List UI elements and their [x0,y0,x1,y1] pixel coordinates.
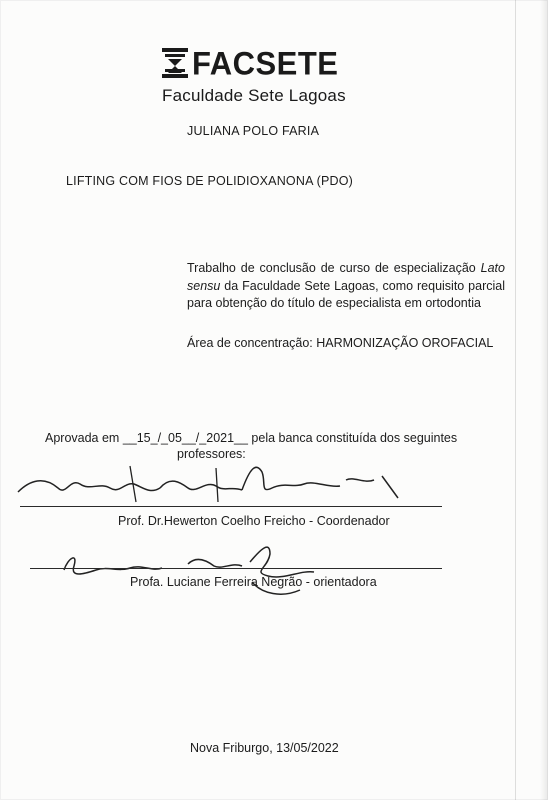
signature-1-mark [10,458,410,510]
signature-2-line [30,568,442,569]
signature-1-line [20,506,442,507]
facsete-emblem-icon [162,48,188,78]
logo-name: FACSETE [192,45,339,82]
approval-line-2: professores: [177,447,246,461]
thesis-description [187,260,505,313]
description-italic: Lato sensu [187,261,505,293]
author-name: JULIANA POLO FARIA [187,124,320,138]
facsete-logo [162,44,352,110]
area-of-concentration: Área de concentração: HARMONIZAÇÃO OROFACIAL [187,336,494,350]
page-edge-shadow [540,0,548,800]
description-part-1: Trabalho de conclusão de curso de especialização [187,261,481,275]
page-fold-line [515,0,516,800]
thesis-title: LIFTING COM FIOS DE POLIDIOXANONA (PDO) [66,174,353,188]
signature-2-caption: Profa. Luciane Ferreira Negrão - orientadora [130,575,377,589]
description-part-2: da Faculdade Sete Lagoas, como requisito parcial para obtenção do título de especialista em ortodontia [187,278,505,310]
logo-subtitle: Faculdade Sete Lagoas [162,86,346,105]
place-and-date: Nova Friburgo, 13/05/2022 [190,741,339,755]
signature-2-mark [38,532,358,602]
signature-1-caption: Prof. Dr.Hewerton Coelho Freicho - Coordenador [118,514,390,528]
approval-line-1: Aprovada em __15_/_05__/_2021__ pela banca constituída dos seguintes [45,431,458,445]
